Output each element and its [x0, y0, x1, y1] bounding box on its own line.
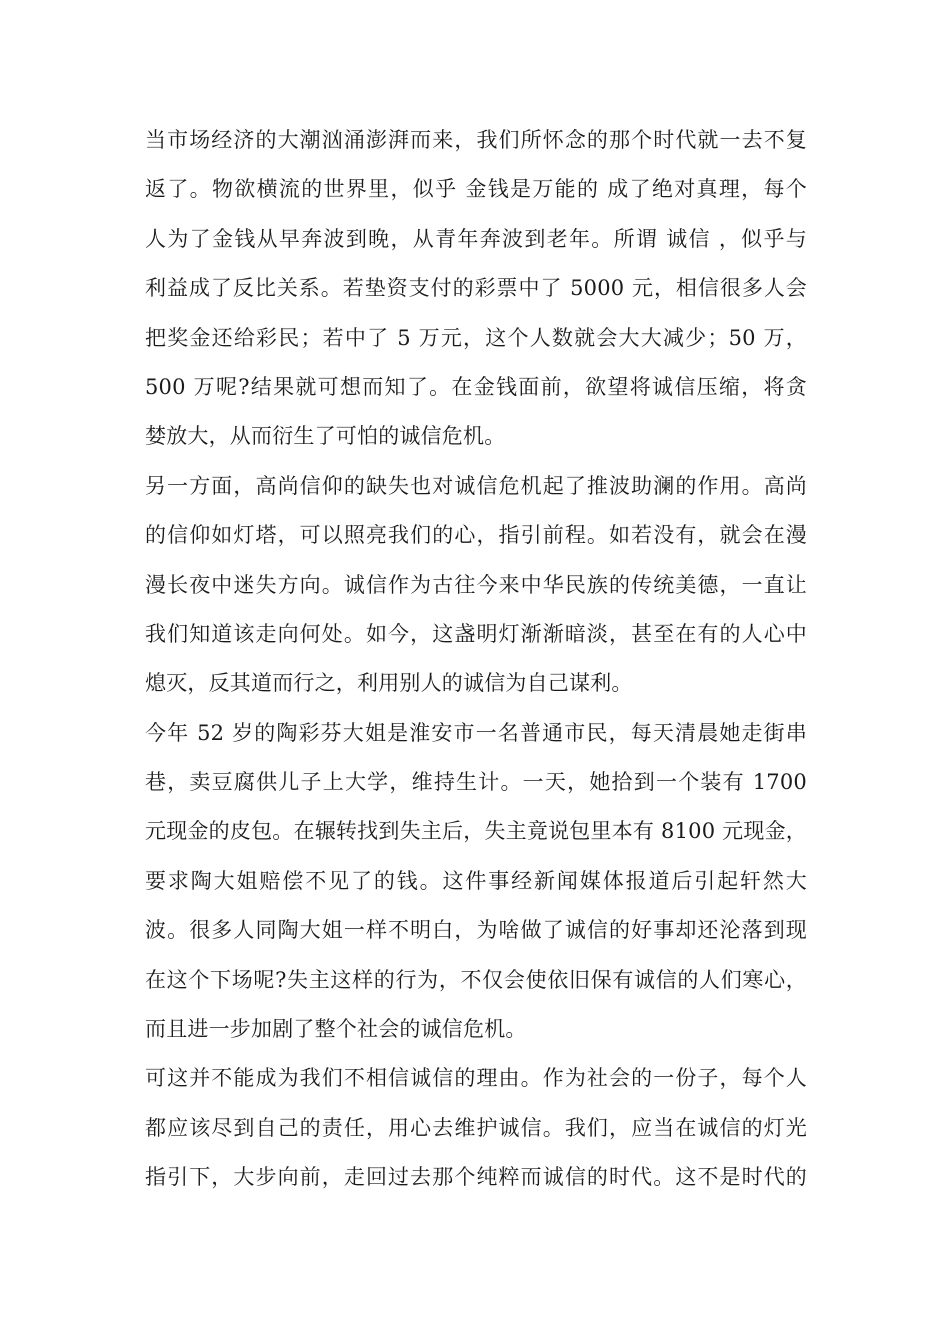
text-line: 今年 52 岁的陶彩芬大姐是淮安市一名普通市民，每天清晨她走街串: [145, 720, 807, 745]
text-line: 500 万呢?结果就可想而知了。在金钱面前，欲望将诚信压缩，将贪: [145, 374, 807, 399]
paragraph-1: [145, 116, 807, 462]
text-line: 当市场经济的大潮汹涌澎湃而来，我们所怀念的那个时代就一去不复: [145, 128, 807, 152]
document-body: [145, 116, 807, 1203]
text-line: 利益成了反比关系。若垫资支付的彩票中了 5000 元，相信很多人会: [145, 276, 807, 301]
text-line: 人为了金钱从早奔波到晚，从青年奔波到老年。所谓 诚信 ，似乎与: [145, 226, 807, 251]
text-line: 的信仰如灯塔，可以照亮我们的心，指引前程。如若没有，就会在漫: [145, 523, 807, 548]
paragraph-4: [145, 1054, 807, 1202]
text-line: 把奖金还给彩民；若中了 5 万元，这个人数就会大大减少；50 万，: [145, 325, 807, 350]
text-line: 波。很多人同陶大姐一样不明白，为啥做了诚信的好事却还沦落到现: [145, 918, 807, 943]
text-line: 要求陶大姐赔偿不见了的钱。这件事经新闻媒体报道后引起轩然大: [145, 868, 807, 893]
text-line: 漫长夜中迷失方向。诚信作为古往今来中华民族的传统美德，一直让: [145, 572, 807, 597]
text-line: 婪放大，从而衍生了可怕的诚信危机。: [145, 424, 506, 449]
paragraph-3: [145, 709, 807, 1055]
text-line: 熄灭，反其道而行之，利用别人的诚信为自己谋利。: [145, 671, 633, 696]
text-line: 巷，卖豆腐供儿子上大学，维持生计。一天，她拾到一个装有 1700: [145, 770, 807, 795]
text-line: 都应该尽到自己的责任，用心去维护诚信。我们，应当在诚信的灯光: [145, 1115, 807, 1140]
text-line: 可这并不能成为我们不相信诚信的理由。作为社会的一份子，每个人: [145, 1066, 807, 1091]
paragraph-2: [145, 462, 807, 709]
text-line: 指引下，大步向前，走回过去那个纯粹而诚信的时代。这不是时代的: [145, 1165, 807, 1190]
text-line: 在这个下场呢?失主这样的行为，不仅会使依旧保有诚信的人们寒心，: [145, 967, 807, 992]
text-line: 元现金的皮包。在辗转找到失主后，失主竟说包里本有 8100 元现金，: [145, 819, 807, 844]
text-line: 另一方面，高尚信仰的缺失也对诚信危机起了推波助澜的作用。高尚: [145, 473, 807, 498]
text-line: 返了。物欲横流的世界里，似乎 金钱是万能的 成了绝对真理，每个: [145, 177, 807, 202]
text-line: 而且进一步加剧了整个社会的诚信危机。: [145, 1017, 527, 1042]
text-line: 我们知道该走向何处。如今，这盏明灯渐渐暗淡，甚至在有的人心中: [145, 621, 807, 646]
